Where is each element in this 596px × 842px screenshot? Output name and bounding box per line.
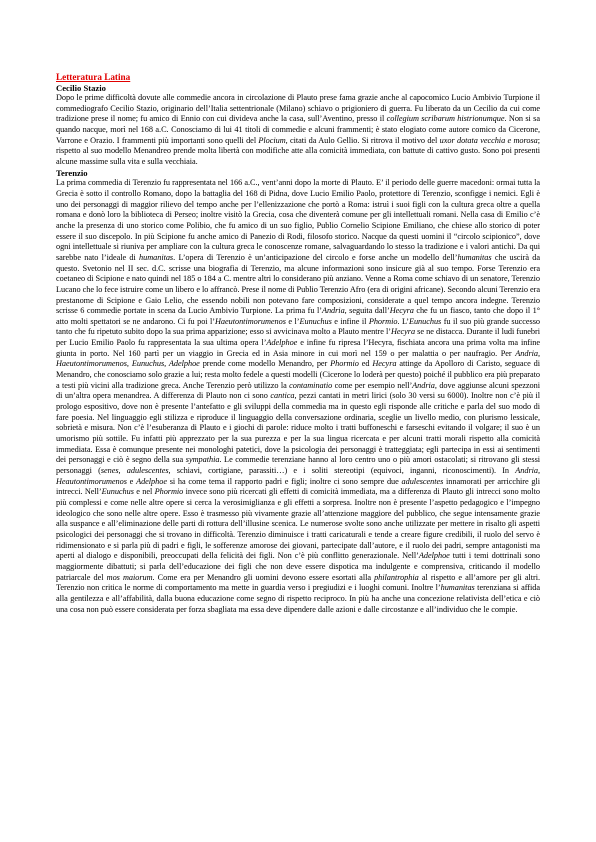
section-paragraph-terenzio: La prima commedia di Terenzio fu rappresentata nel 166 a.C., vent’anni dopo la morte di Plauto. E’ il periodo delle guerre macedoni: ormai tutta la Grecia è sotto il controllo Romano, dopo la battaglia del 168 di Pidna, dove Lucio Emilio Paolo, protettore di Terenzio, sconfigge i nemici. Egli è uno dei personaggi di maggior rilievo del tempo anche per l’ellenizzazione che portò a Roma: istruì i suoi figli con la cultura greca oltre a quella romana e donò loro la biblioteca di Perseo; inoltre visitò la Grecia, cosa che diventerà comune per gli intellettuali romani. Nella casa di Emilio c’è anche la presenza di uno storico come Polibio, che fu amico di un suo figlio, Publio Cornelio Scipione Emiliano, che chiese allo storico di poter essere il suo discepolo. In più Scipione fu anche amico di Panezio di Rodi, filosofo storico. Nacque da questi uomini il “circolo scipionico”, dove ogni intellettuale si riuniva per ampliare con la cultura greca le conoscenze romane, salvaguardando lo stesso la tradizione e i valori antichi. Da qui sarebbe nato l’ideale di humanitas. L’opera di Terenzio è un’anticipazione del circolo e forse anche un modello dell’humanitas che uscirà da questo. Svetonio nel II sec. d.C. scrisse una biografia di Terenzio, ma alcune informazioni sono insicure già al suo tempo. Forse Terenzio era coetaneo di Scipione e nato quindi nel 185 o 184 a C. mentre altri lo considerano più anziano. Venne a Roma come schiavo di un senatore, Terenzio Lucano che lo fece istruire come un libero e lo affrancò. Prese il nome di Publio Terenzio Afro (era di origini africane). Secondo alcuni Terenzio era prestanome di Scipione e Gaio Lelio, che essendo nobili non potevano fare composizioni, considerate a quel tempo ancora indegne. Terenzio scrisse 6 commedie portate in scena da Lucio Ambivio Turpione. La prima fu l’Andria, seguita dall’Hecyra che fu un fiasco, tanto che dopo il 1° atto molti spettatori se ne andarono. Ci fu poi l’Haeutontimorumenos e l’Eunuchus e infine il Phormio. L’Eunuchus fu il suo più grande successo tanto che fu ripetuto subito dopo la sua prima apparizione; esso si avvicinava molto a Plauto mentre l’Hecyra se ne distacca. Durante il ludi funebri per Lucio Emilio Paolo fu rappresentata la sua ultima opera l’Adelphoe e infine fu ripresa l’Hecyra, fischiata ancora una prima volta ma infine giunta in porto. Nel 160 partì per un viaggio in Grecia ed in Asia minore in cui morì nel 159 o per malattia o per naufragio. Per Andria, Haeutontimorumenos, Eunuchus, Adelphoe prende come modello Menandro, per Phormio ed Hecyra attinge da Apolloro di Caristo, seguace di Menandro, che conosciamo solo grazie a lui; resta molto fedele a questi modelli (Cicerone lo loderà per questo) poiché il pubblico era più preparato a testi più vicini alla tradizione greca. Anche Terenzio però utilizzo la contaminatio come per esempio nell’Andria, dove aggiunse alcuni spezzoni di un’altra opera menandrea. A differenza di Plauto non ci sono cantica, pezzi cantati in metri lirici (solo 30 versi su 6000). Inoltre non c’è più il prologo espositivo, dove non è presente l’antefatto e gli sviluppi della commedia ma in questo egli risponde alle critiche e parla del suo modo di fare poesia. Nel linguaggio egli stilizza e riproduce il linguaggio della conversazione ordinaria, sceglie un livello medio, con plurismo lessicale, sobrietà e misura. Non c’è l’esuberanza di Plauto e i giochi di parole: riduce molto i tratti buffoneschi e farseschi evitando il volgare; il suo è un umorismo più sottile. Fu infatti più apprezzato per la sua purezza e per la sua lingua ricercata e per alcuni tratti morali rispetto alla comicità immediata. Essa è comunque presente nei monologhi patetici, dove la psicologia dei personaggi è tratteggiata; egli partecipa in essi ai sentimenti dei personaggi e ciò è segno della sua sympathia. Le commedie terenziane hanno al loro centro uno o più amori ostacolati; si ritrovano gli stessi personaggi (senes, adulescentes, schiavi, cortigiane, parassiti…) e i soliti stereotipi (equivoci, inganni, riconoscimenti). In Andria, Heautontimorumenos e Adelphoe si ha come tema il rapporto padri e figli; inoltre ci sono sempre due adulescentes innamorati per arricchire gli intrecci. Nell’Eunuchus e nel Phormio invece sono più ricercati gli effetti di comicità immediata, ma a differenza di Plauto gli intrecci sono molto più complessi e come nelle altre opere si cerca la verosimiglianza e gli effetti a sorpresa. Inoltre non è presente l’aspetto pedagogico e l’impegno ideologico che sono nelle altre opere. Esso è trasmesso più vivamente grazie all’attenzione maggiore del pubblico, che segue intensamente grazie alla suspance e all’eliminazione delle parti di rottura dell’illusine scenica. Le numerose svolte sono anche utilizzate per mettere in risalto gli aspetti psicologici dei personaggi che si trovano in difficoltà. Terenzio diminuisce i tratti caricaturali e tende a creare figure credibili, il ruolo del servo è ridimensionato e si parla più di padri e figli, le sofferenze amorose dei giovani, partecipate dall’autore, e il ruolo dei padri, sempre antagonisti ma aperti al dialogo e disponibili, preoccupati della felicità dei figli. Non c’è più conflitto generazionale. Nell’Adelphoe tutti i temi dottrinali sono maggiormente dibattuti; si parla dell’educazione dei figli che non deve essere dispotica ma indulgente e comprensiva, criticando il modello patriarcale del mos maiorum. Come era per Menandro gli uomini devono essere esortati alla philantrophia al rispetto e all’amore per gli altri. Terenzio non critica le norme di comportamento ma mette in guardia verso i pregiudizi e i luoghi comuni. Inoltre l’humanitas terenziana si affida alla gentilezza e all’affabilità, dalla buona educazione come segno di rispetto reciproco. In più ha anche una concezione relativista dell’etica e ciò una cosa non può essere considerata per forza sbagliata ma essa deve dipendere dalle azioni e dalle circostanze e all’individuo che le compie. [56, 178, 541, 614]
section-heading-terenzio: Terenzio [56, 167, 88, 178]
document-title: Letteratura Latina [56, 72, 131, 82]
section-heading-cecilio-stazio: Cecilio Stazio [56, 82, 106, 93]
document-page [56, 72, 540, 615]
section-paragraph-cecilio-stazio: Dopo le prime difficoltà dovute alle commedie ancora in circolazione di Plauto prese fama grazie anche al capocomico Lucio Ambivio Turpione il commediografo Cecilio Stazio, originario dell’Italia settentrionale (Milano) schiavo o prigioniero di guerra. Fu liberato da un Cecilio da cui come tradizione prese il nome; fu amico di Ennio con cui divideva anche la casa, sull’Aventino, presso il collegium scribarum histrionumque. Non si sa quando nacque, morì nel 168 a.C. Conosciamo di lui 41 titoli di commedie e alcuni frammenti; è stato elogiato come autore comico da Cicerone, Varrone e Orazio. I frammenti più importanti sono quelli del Plocium, citati da Aulo Gellio. Si ritrova il motivo del uxor dotata vecchia e morosa; rispetto al suo modello Menandreo prende molta libertà con modifiche atte alla comicità immediata, con battute di cattivo gusto. Sono poi presenti alcune massime sulla vita e sulla vecchiaia. [56, 93, 540, 167]
